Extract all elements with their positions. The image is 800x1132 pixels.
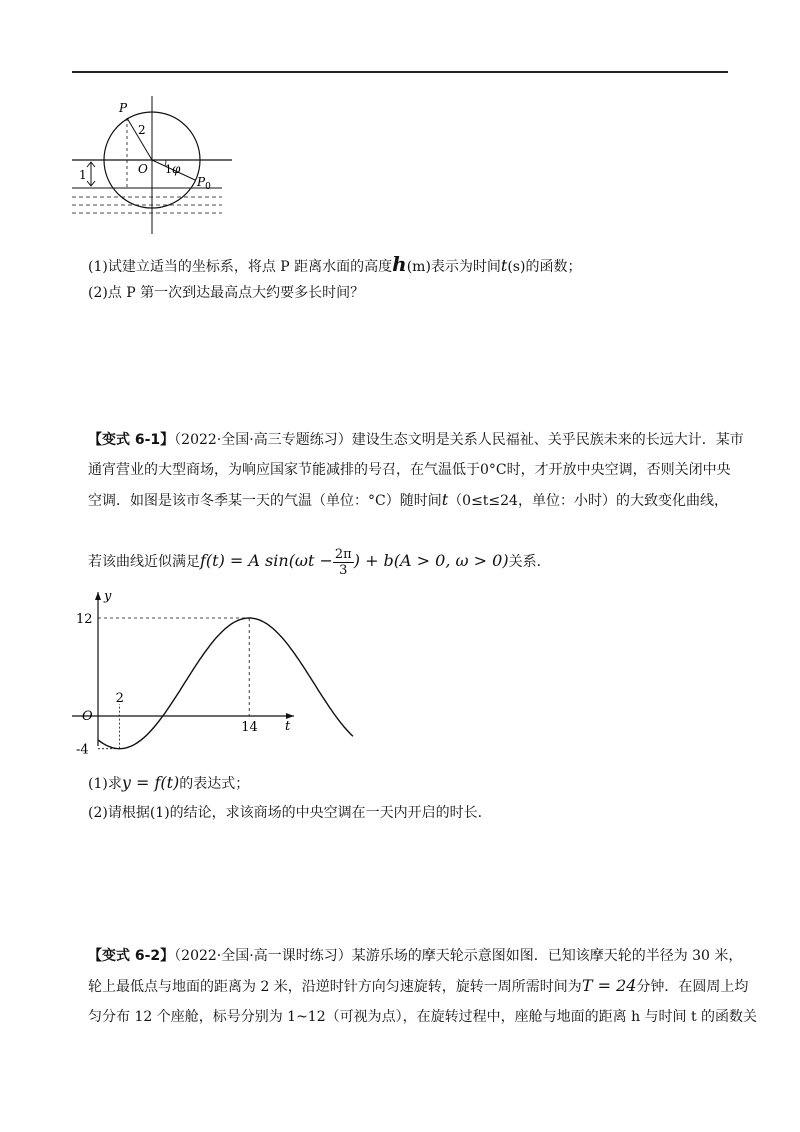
problem3-tag: 【变式 6-2】 bbox=[88, 948, 175, 964]
label-p0: $P_0$ bbox=[197, 175, 211, 192]
problem1-question1: (1)试建立适当的坐标系，将点 P 距离水面的高度h(m)表示为时间t(s)的函数； bbox=[88, 252, 582, 276]
problem2-source: （2022·全国·高三专题练习） bbox=[174, 432, 352, 448]
origin-label: O bbox=[82, 709, 93, 724]
x-axis-label: t bbox=[285, 719, 291, 734]
label-two: 2 bbox=[138, 123, 146, 137]
label-height-one: 1 bbox=[79, 168, 87, 182]
problem2-tag: 【变式 6-1】 bbox=[88, 432, 175, 448]
problem2-stem: 【变式 6-1】（2022·全国·高三专题练习）建设生态文明是关系人民福祉、关乎民族未来的长远大计．某市 通宵营业的大型商场，为响应国家节能减排的号召，在气温低于0°C时，才开放中央空调，否则关闭中央 空调．如图是该市冬季某一天的气温（单位：°C）随时间t（0≤t≤24，单位：小时）的大致变化曲线， bbox=[88, 432, 744, 509]
y-tick-label-neg4: -4 bbox=[76, 742, 89, 758]
fraction-two-pi-over-three: $\frac{2\pi}{3}$ bbox=[334, 546, 352, 578]
problem2-question2: (2)请根据(1)的结论，求该商场的中央空调在一天内开启的时长． bbox=[88, 805, 492, 821]
temperature-curve bbox=[98, 618, 353, 749]
header-rule bbox=[72, 71, 728, 73]
temperature-chart bbox=[72, 588, 302, 758]
y-axis-label: y bbox=[104, 589, 112, 604]
problem2-model: 若该曲线近似满足f(t) = A sin(ωt − $\frac{2\pi}{3}$ ) + b(A > 0, ω > 0)关系． bbox=[88, 546, 551, 578]
problem2-question1: (1)求y = f(t)的表达式； bbox=[88, 773, 250, 792]
wheel-diagram bbox=[72, 96, 242, 236]
x-tick-label-2: 2 bbox=[115, 691, 124, 706]
problem3-source: （2022·全国·高一课时练习） bbox=[174, 948, 352, 964]
problem3-stem: 【变式 6-2】（2022·全国·高一课时练习）某游乐场的摩天轮示意图如图．已知该摩天轮的半径为 30 米， 轮上最低点与地面的距离为 2 米，沿逆时针方向匀速旋转，旋转一周所需时间为T = 24分钟．在圆周上均 匀分布 12 个座舱，标号分别为 1~12（可视为点），在旋转过程中，座舱与地面的距离 h 与时间 t 的函数关 bbox=[88, 948, 758, 1025]
y-axis-arrow bbox=[95, 592, 101, 600]
label-o: O bbox=[138, 162, 148, 176]
x-tick-label-14: 14 bbox=[241, 720, 258, 735]
problem1-question2: (2)点 P 第一次到达最高点大约要多长时间？ bbox=[88, 285, 365, 301]
label-p: P bbox=[119, 101, 128, 115]
y-tick-label-12: 12 bbox=[76, 612, 93, 627]
label-one-radius: 1 bbox=[165, 163, 172, 176]
label-phi: φ bbox=[172, 162, 181, 176]
